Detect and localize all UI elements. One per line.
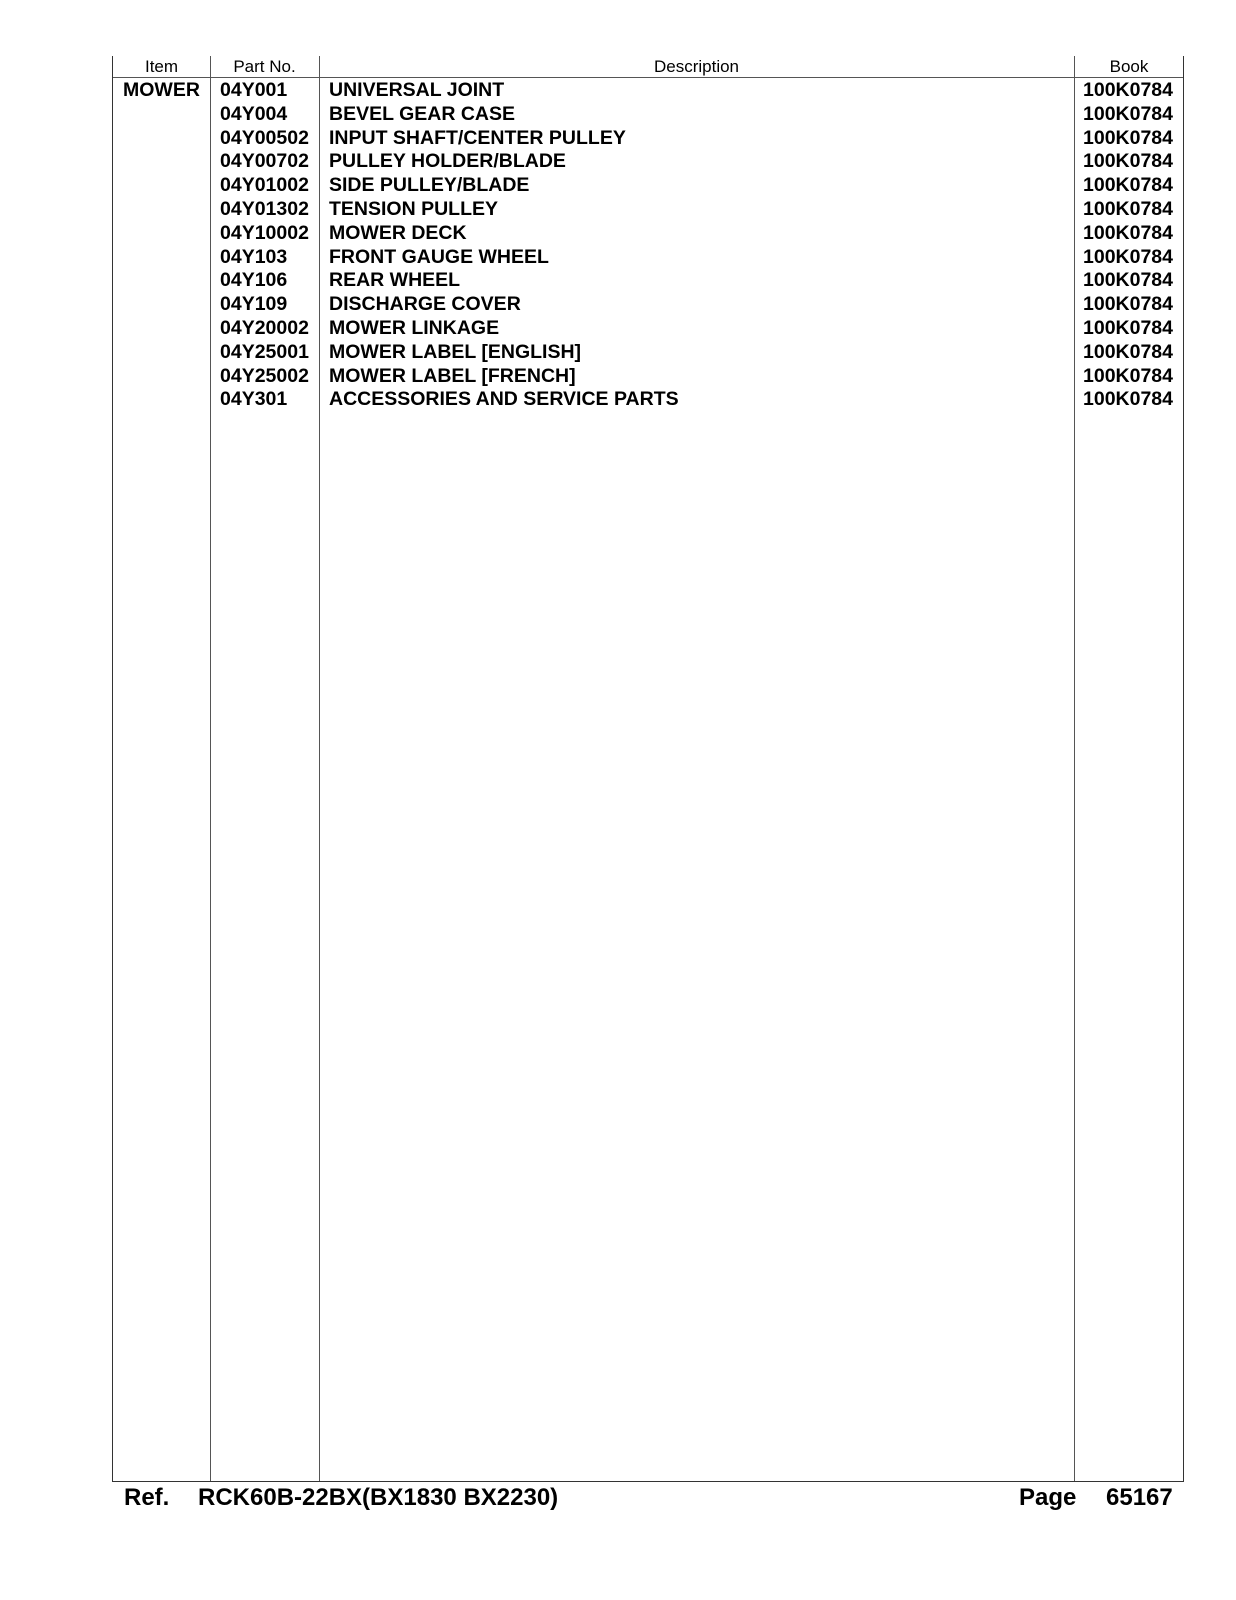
table-row	[113, 293, 1183, 317]
row-description: ACCESSORIES AND SERVICE PARTS	[329, 388, 679, 411]
header-part-no: Part No.	[233, 57, 296, 76]
row-description: MOWER LABEL [ENGLISH]	[329, 340, 582, 363]
header-description: Description	[653, 57, 740, 76]
row-description: MOWER LINKAGE	[329, 316, 500, 339]
row-description: INPUT SHAFT/CENTER PULLEY	[329, 126, 626, 149]
header-underline	[113, 77, 1183, 78]
row-part-number: 04Y103	[220, 245, 288, 268]
row-description: DISCHARGE COVER	[329, 293, 521, 316]
row-part-number: 04Y25001	[220, 340, 309, 363]
row-description: FRONT GAUGE WHEEL	[329, 245, 549, 268]
header-item: Item	[144, 57, 179, 76]
row-part-number: 04Y01302	[220, 197, 309, 220]
row-description: TENSION PULLEY	[329, 197, 499, 220]
table-row	[113, 174, 1183, 198]
parts-table	[112, 56, 1184, 1482]
table-row	[113, 341, 1183, 365]
row-book: 100K0784	[1083, 79, 1173, 101]
row-description: UNIVERSAL JOINT	[329, 79, 505, 101]
row-part-number: 04Y004	[220, 102, 288, 125]
row-description: PULLEY HOLDER/BLADE	[329, 150, 566, 173]
table-row	[113, 317, 1183, 341]
header-book: Book	[1109, 57, 1149, 76]
row-part-number: 04Y00502	[220, 126, 309, 149]
footer-page-number: 65167	[1106, 1484, 1173, 1511]
row-part-number: 04Y10002	[220, 221, 309, 244]
row-book: 100K0784	[1083, 126, 1173, 149]
table-row	[113, 388, 1183, 412]
row-item-cell: MOWER	[123, 79, 200, 101]
table-row	[113, 246, 1183, 270]
row-description: SIDE PULLEY/BLADE	[329, 174, 530, 197]
row-part-number: 04Y301	[220, 388, 288, 411]
footer-page-label: Page	[1019, 1484, 1077, 1511]
row-book: 100K0784	[1083, 364, 1173, 387]
row-part-number: 04Y00702	[220, 150, 309, 173]
table-row	[113, 198, 1183, 222]
row-book: 100K0784	[1083, 245, 1173, 268]
row-book: 100K0784	[1083, 293, 1173, 316]
row-part-number: 04Y01002	[220, 174, 309, 197]
table-row	[113, 103, 1183, 127]
row-description: MOWER DECK	[329, 221, 467, 244]
row-book: 100K0784	[1083, 316, 1173, 339]
row-book: 100K0784	[1083, 174, 1173, 197]
table-row	[113, 150, 1183, 174]
row-book: 100K0784	[1083, 150, 1173, 173]
table-row	[113, 269, 1183, 293]
table-row	[113, 79, 1183, 103]
footer-ref-label: Ref.	[124, 1484, 170, 1511]
table-row	[113, 222, 1183, 246]
row-part-number: 04Y25002	[220, 364, 309, 387]
table-row	[113, 127, 1183, 151]
table-row	[113, 365, 1183, 389]
row-book: 100K0784	[1083, 340, 1173, 363]
row-part-number: 04Y109	[220, 293, 288, 316]
row-book: 100K0784	[1083, 197, 1173, 220]
table-body	[113, 79, 1183, 412]
row-book: 100K0784	[1083, 102, 1173, 125]
row-part-number: 04Y106	[220, 269, 288, 292]
row-book: 100K0784	[1083, 221, 1173, 244]
row-description: REAR WHEEL	[329, 269, 461, 292]
row-part-number: 04Y20002	[220, 316, 309, 339]
row-description: MOWER LABEL [FRENCH]	[329, 364, 576, 387]
row-part-number: 04Y001	[220, 79, 288, 101]
row-book: 100K0784	[1083, 269, 1173, 292]
row-book: 100K0784	[1083, 388, 1173, 411]
row-description: BEVEL GEAR CASE	[329, 102, 516, 125]
footer-ref-value: RCK60B-22BX(BX1830 BX2230)	[198, 1484, 559, 1511]
